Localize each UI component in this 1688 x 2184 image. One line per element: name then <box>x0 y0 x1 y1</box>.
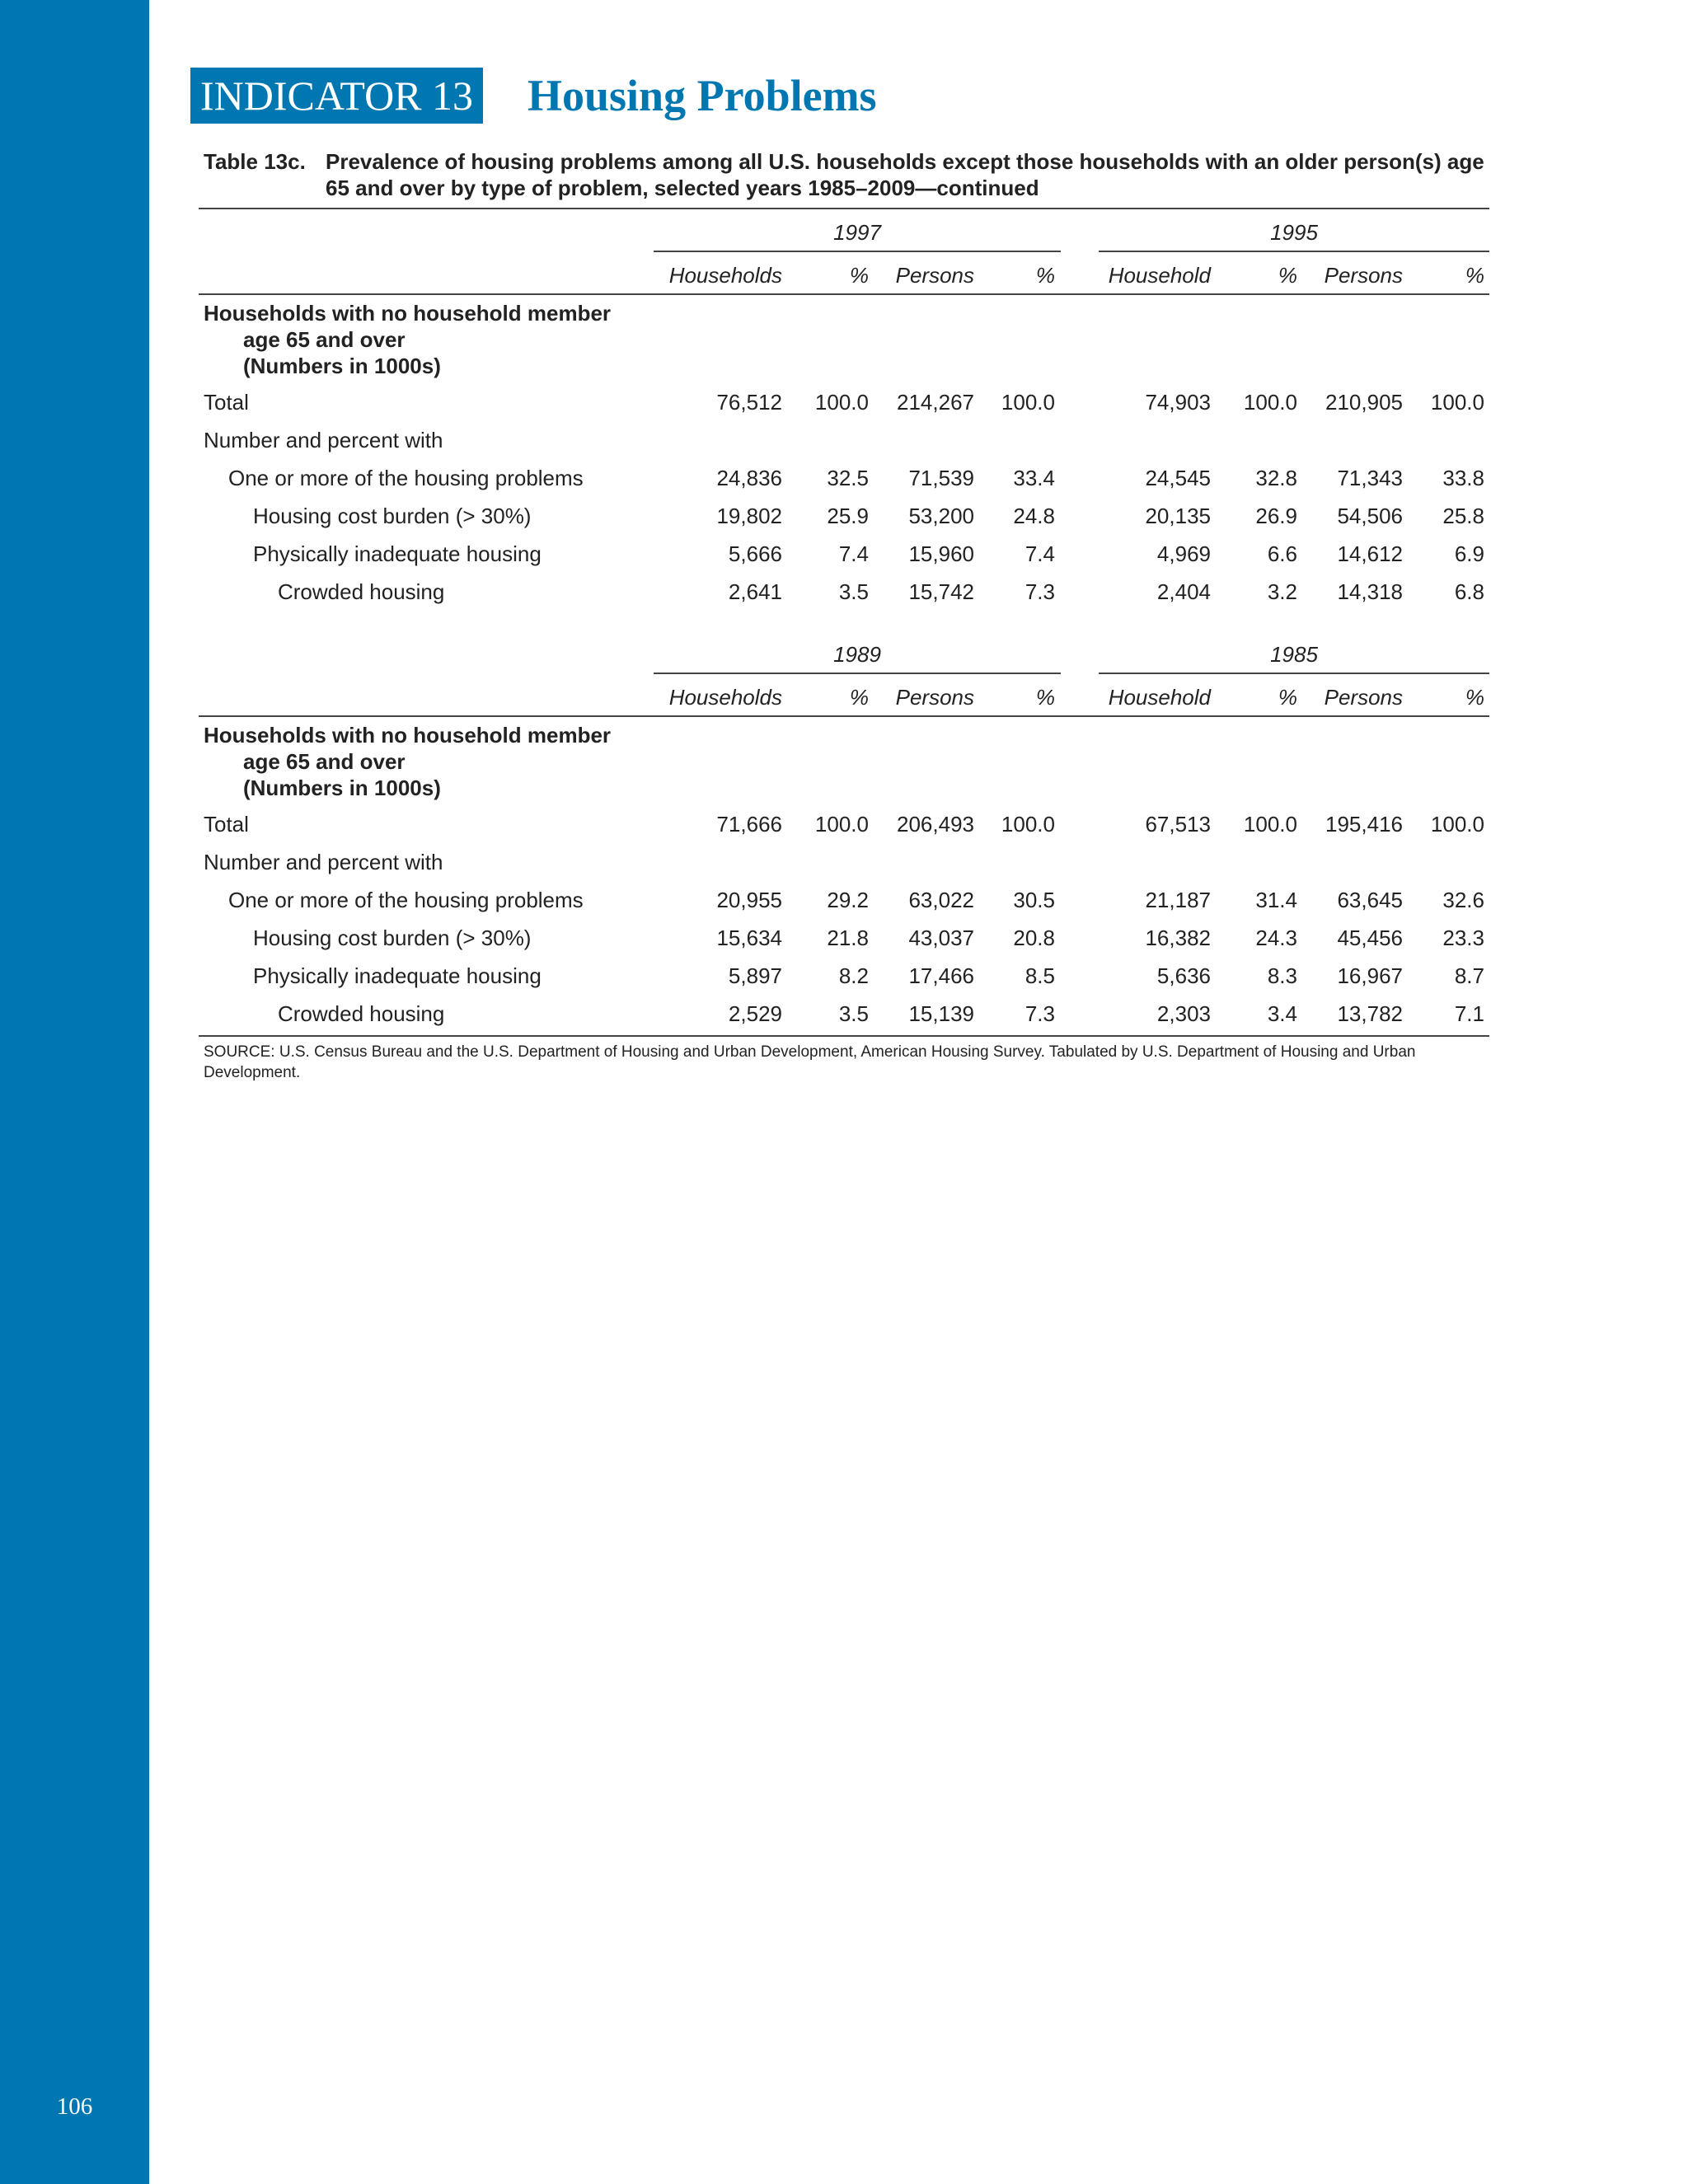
table-cell: 6.8 <box>1454 579 1484 604</box>
year-span-rule <box>1099 673 1489 674</box>
table-cell: 24,545 <box>1145 466 1211 490</box>
table-cell: 100.0 <box>1243 812 1297 837</box>
table-cell: 206,493 <box>897 812 974 837</box>
table-cell: 8.5 <box>1025 963 1055 988</box>
table-cell: 5,897 <box>728 963 782 988</box>
stub-heading: (Numbers in 1000s) <box>243 776 441 800</box>
table-cell: 100.0 <box>814 812 869 837</box>
table-cell: 53,200 <box>908 504 974 528</box>
table-cell: 32.5 <box>827 466 869 490</box>
table-cell: 67,513 <box>1145 812 1211 837</box>
table-cell: 100.0 <box>1001 812 1055 837</box>
row-label: Number and percent with <box>204 428 443 452</box>
row-label: One or more of the housing problems <box>228 466 584 490</box>
table-cell: 8.3 <box>1267 963 1297 988</box>
table-cell: 100.0 <box>1430 390 1484 415</box>
row-label: Crowded housing <box>278 1001 445 1026</box>
table-cell: 31.4 <box>1255 888 1297 912</box>
table-cell: 3.5 <box>838 579 869 604</box>
column-header: Persons <box>895 685 974 710</box>
column-header: % <box>1278 263 1297 288</box>
table-cell: 19,802 <box>716 504 782 528</box>
stub-heading: age 65 and over <box>243 327 406 352</box>
table-cell: 7.4 <box>838 541 869 566</box>
year-header: 1985 <box>1270 642 1318 667</box>
table-cell: 100.0 <box>1001 390 1055 415</box>
table-cell: 24.8 <box>1013 504 1055 528</box>
table-cell: 32.8 <box>1255 466 1297 490</box>
column-header: Household <box>1108 263 1211 288</box>
table-caption <box>204 148 1489 201</box>
table-cell: 20,135 <box>1145 504 1211 528</box>
table-cell: 195,416 <box>1325 812 1403 837</box>
table-cell: 63,022 <box>908 888 974 912</box>
table-cell: 210,905 <box>1325 390 1403 415</box>
sidebar-band <box>0 0 149 2184</box>
table-cell: 2,641 <box>728 579 782 604</box>
table-cell: 30.5 <box>1013 888 1055 912</box>
table-cell: 15,634 <box>716 926 782 950</box>
table-cell: 5,666 <box>728 541 782 566</box>
table-cell: 21,187 <box>1145 888 1211 912</box>
table-cell: 54,506 <box>1337 504 1403 528</box>
row-label: One or more of the housing problems <box>228 888 584 912</box>
table-cell: 15,960 <box>908 541 974 566</box>
column-header: Persons <box>895 263 974 288</box>
table-title: Prevalence of housing problems among all U.S. households except those households with an older person(s) age 65 and over by type of problem, selected years 1985–2009—continued <box>326 149 1484 200</box>
table-cell: 5,636 <box>1156 963 1211 988</box>
table-cell: 14,318 <box>1337 579 1403 604</box>
stub-heading: Households with no household member <box>204 723 612 748</box>
year-header: 1989 <box>833 642 881 667</box>
table-cell: 2,404 <box>1156 579 1211 604</box>
table-cell: 7.4 <box>1025 541 1055 566</box>
stub-heading: (Numbers in 1000s) <box>243 354 441 378</box>
table-cell: 26.9 <box>1255 504 1297 528</box>
row-label: Total <box>204 390 249 415</box>
indicator-badge: INDICATOR 13 <box>190 68 483 124</box>
table-cell: 7.1 <box>1454 1001 1484 1026</box>
table-cell: 63,645 <box>1337 888 1403 912</box>
row-label: Number and percent with <box>204 850 443 874</box>
table-cell: 2,303 <box>1156 1001 1211 1026</box>
table-cell: 100.0 <box>814 390 869 415</box>
row-label: Housing cost burden (> 30%) <box>253 926 532 950</box>
column-header: % <box>1035 263 1055 288</box>
table-cell: 100.0 <box>1430 812 1484 837</box>
table-cell: 76,512 <box>716 390 782 415</box>
table-cell: 15,742 <box>908 579 974 604</box>
stub-heading: Households with no household member <box>204 301 612 326</box>
table-cell: 25.8 <box>1442 504 1484 528</box>
column-header: Persons <box>1324 685 1403 710</box>
row-label: Physically inadequate housing <box>253 963 542 988</box>
table-cell: 33.8 <box>1442 466 1484 490</box>
table-cell: 17,466 <box>908 963 974 988</box>
column-header: Households <box>668 685 782 710</box>
year-header: 1997 <box>833 220 881 245</box>
column-header: Household <box>1108 685 1211 710</box>
table-cell: 13,782 <box>1337 1001 1403 1026</box>
year-span-rule <box>654 673 1061 674</box>
table-cell: 20,955 <box>716 888 782 912</box>
page-number: 106 <box>56 2093 93 2120</box>
column-header: % <box>1465 685 1484 710</box>
table-cell: 100.0 <box>1243 390 1297 415</box>
table-cell: 33.4 <box>1013 466 1055 490</box>
table-number: Table 13c. <box>204 149 306 174</box>
stub-heading: age 65 and over <box>243 749 406 774</box>
table-cell: 3.2 <box>1267 579 1297 604</box>
year-header: 1995 <box>1270 220 1318 245</box>
table-cell: 21.8 <box>827 926 869 950</box>
table-cell: 14,612 <box>1337 541 1403 566</box>
column-header: % <box>849 263 869 288</box>
year-span-rule <box>1099 251 1489 252</box>
table-cell: 7.3 <box>1025 1001 1055 1026</box>
table-cell: 43,037 <box>908 926 974 950</box>
row-label: Crowded housing <box>278 579 445 604</box>
table-cell: 8.7 <box>1454 963 1484 988</box>
row-label: Physically inadequate housing <box>253 541 542 566</box>
table-cell: 8.2 <box>838 963 869 988</box>
column-header: Households <box>668 263 782 288</box>
table-cell: 74,903 <box>1145 390 1211 415</box>
table-cell: 32.6 <box>1442 888 1484 912</box>
table-cell: 24,836 <box>716 466 782 490</box>
row-label: Total <box>204 812 249 837</box>
table-cell: 45,456 <box>1337 926 1403 950</box>
column-header: Persons <box>1324 263 1403 288</box>
table-cell: 6.6 <box>1267 541 1297 566</box>
source-note: SOURCE: U.S. Census Bureau and the U.S. Department of Housing and Urban Development, American Housing Survey. Tabulated by U.S. Department of Housing and Urban Development. <box>204 1043 1416 1081</box>
year-span-rule <box>654 251 1061 252</box>
table-cell: 15,139 <box>908 1001 974 1026</box>
table-cell: 29.2 <box>827 888 869 912</box>
table-cell: 24.3 <box>1255 926 1297 950</box>
row-label: Housing cost burden (> 30%) <box>253 504 532 528</box>
column-header-rule <box>199 715 1489 717</box>
table-cell: 16,382 <box>1145 926 1211 950</box>
table-cell: 25.9 <box>827 504 869 528</box>
table-cell: 3.5 <box>838 1001 869 1026</box>
table-cell: 214,267 <box>897 390 974 415</box>
column-header: % <box>1278 685 1297 710</box>
table-cell: 4,969 <box>1156 541 1211 566</box>
table-cell: 20.8 <box>1013 926 1055 950</box>
column-header: % <box>1035 685 1055 710</box>
table-bottom-rule <box>199 1035 1489 1037</box>
table-cell: 16,967 <box>1337 963 1403 988</box>
table-cell: 71,666 <box>716 812 782 837</box>
table-cell: 7.3 <box>1025 579 1055 604</box>
column-header: % <box>849 685 869 710</box>
table-cell: 6.9 <box>1454 541 1484 566</box>
indicator-title: Housing Problems <box>528 71 877 120</box>
table-cell: 2,529 <box>728 1001 782 1026</box>
table-cell: 3.4 <box>1267 1001 1297 1026</box>
table-top-rule <box>199 208 1489 209</box>
table-cell: 23.3 <box>1442 926 1484 950</box>
column-header: % <box>1465 263 1484 288</box>
column-header-rule <box>199 293 1489 295</box>
table-cell: 71,539 <box>908 466 974 490</box>
table-cell: 71,343 <box>1337 466 1403 490</box>
